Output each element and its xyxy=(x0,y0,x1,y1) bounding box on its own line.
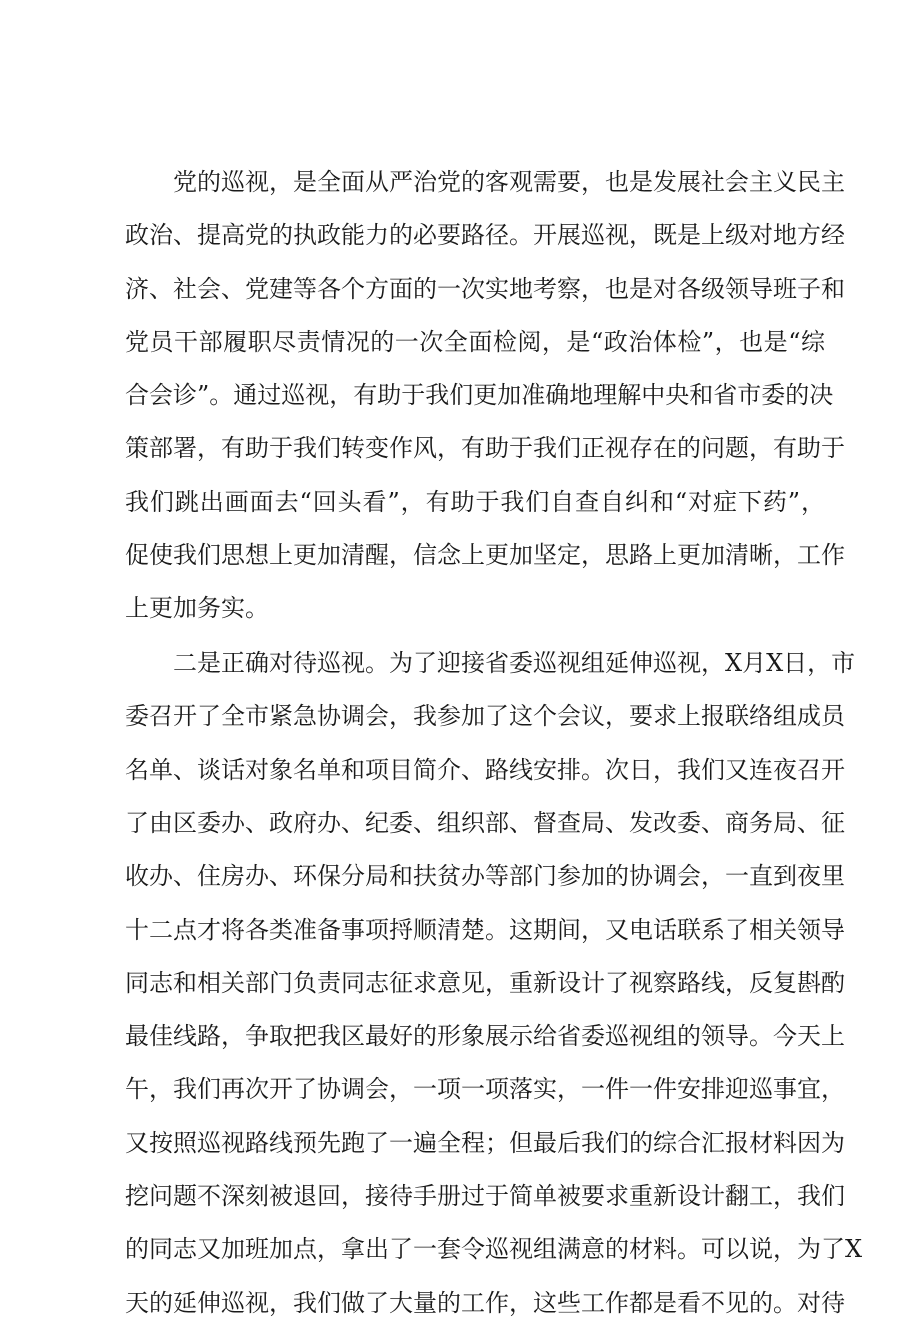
text-line: 促使我们思想上更加清醒，信念上更加坚定，思路上更加清晰，工作 xyxy=(125,541,845,570)
text-line: 委召开了全市紧急协调会，我参加了这个会议，要求上报联络组成员 xyxy=(125,702,845,731)
text-line: 午，我们再次开了协调会，一项一项落实，一件一件安排迎巡事宜， xyxy=(125,1075,845,1104)
text-line: 挖问题不深刻被退回，接待手册过于简单被要求重新设计翻工，我们 xyxy=(125,1182,845,1211)
text-line: 的同志又加班加点，拿出了一套令巡视组满意的材料。可以说，为了X xyxy=(125,1235,863,1264)
text-line: 二是正确对待巡视。为了迎接省委巡视组延伸巡视，X月X日，市 xyxy=(173,649,856,678)
paragraph-2 xyxy=(125,637,863,1330)
text-line: 我们跳出画面去“回头看”，有助于我们自查自纠和“对症下药”， xyxy=(125,487,825,516)
text-line: 又按照巡视路线预先跑了一遍全程；但最后我们的综合汇报材料因为 xyxy=(125,1128,845,1157)
text-line: 合会诊”。通过巡视，有助于我们更加准确地理解中央和省市委的决 xyxy=(125,381,834,410)
text-line: 党的巡视，是全面从严治党的客观需要，也是发展社会主义民主 xyxy=(173,168,845,196)
text-line: 最佳线路，争取把我区最好的形象展示给省委巡视组的领导。今天上 xyxy=(125,1022,845,1051)
text-line: 收办、住房办、环保分局和扶贫办等部门参加的协调会，一直到夜里 xyxy=(125,862,845,891)
text-line: 名单、谈话对象名单和项目简介、路线安排。次日，我们又连夜召开 xyxy=(125,755,845,784)
text-line: 了由区委办、政府办、纪委、组织部、督查局、发改委、商务局、征 xyxy=(125,808,845,837)
text-line: 天的延伸巡视，我们做了大量的工作，这些工作都是看不见的。对待 xyxy=(125,1288,845,1317)
document-body xyxy=(125,156,863,1330)
text-line: 政治、提高党的执政能力的必要路径。开展巡视，既是上级对地方经 xyxy=(125,221,845,250)
text-line: 策部署，有助于我们转变作风，有助于我们正视存在的问题，有助于 xyxy=(125,434,845,463)
text-line: 党员干部履职尽责情况的一次全面检阅，是“政治体检”，也是“综 xyxy=(125,327,825,356)
text-line: 上更加务实。 xyxy=(125,594,269,623)
text-line: 济、社会、党建等各个方面的一次实地考察，也是对各级领导班子和 xyxy=(125,274,845,303)
text-line: 同志和相关部门负责同志征求意见，重新设计了视察路线，反复斟酌 xyxy=(125,968,845,997)
paragraph-1 xyxy=(125,156,845,636)
text-line: 十二点才将各类准备事项捋顺清楚。这期间，又电话联系了相关领导 xyxy=(125,915,845,944)
